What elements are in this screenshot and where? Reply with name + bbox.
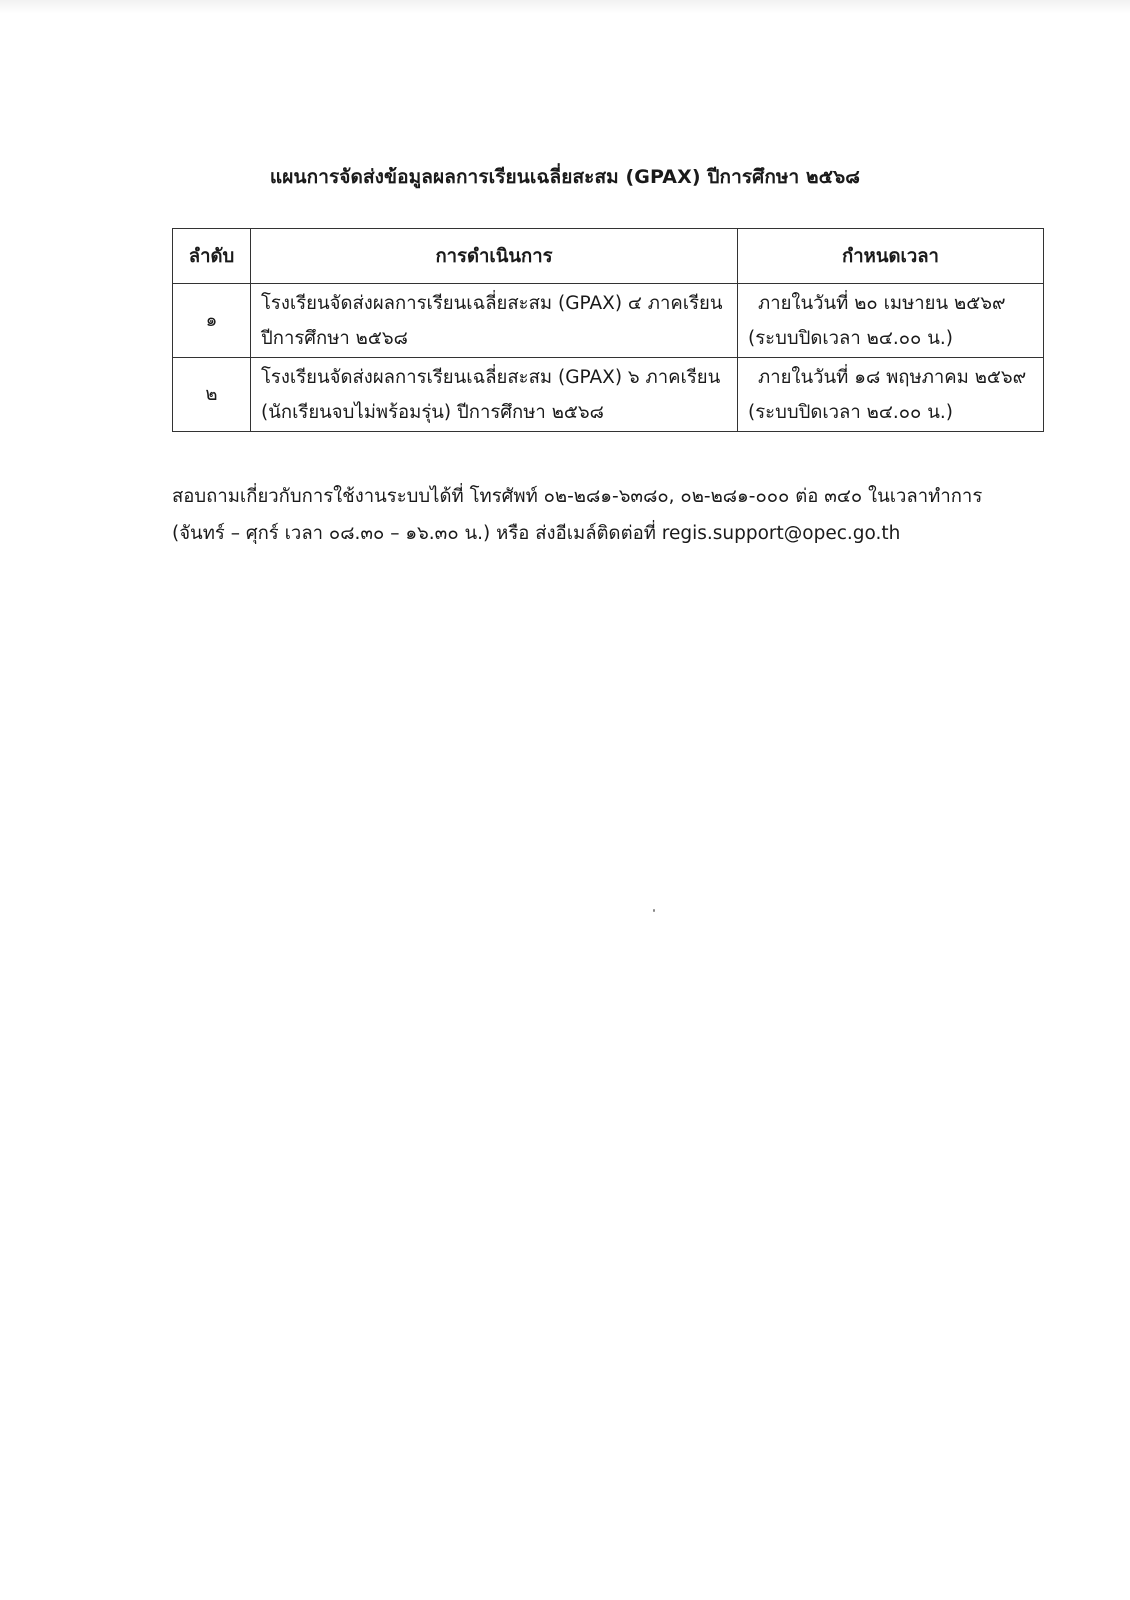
header-activity: การดำเนินการ (251, 229, 738, 284)
row-activity (251, 284, 738, 358)
scan-speck (653, 909, 655, 912)
row-seq: ๑ (173, 284, 251, 358)
table-header-row (173, 229, 1044, 284)
deadline-time: (ระบบปิดเวลา ๒๔.๐๐ น.) (748, 401, 953, 423)
deadline-time: (ระบบปิดเวลา ๒๔.๐๐ น.) (748, 327, 953, 349)
deadline-date: ภายในวันที่ ๑๘ พฤษภาคม ๒๕๖๙ (758, 366, 1027, 388)
deadline-date: ภายในวันที่ ๒๐ เมษายน ๒๕๖๙ (758, 292, 1006, 314)
activity-line: (นักเรียนจบไม่พร้อมรุ่น) ปีการศึกษา ๒๕๖๘ (261, 401, 604, 423)
row-activity (251, 358, 738, 432)
activity-line: โรงเรียนจัดส่งผลการเรียนเฉลี่ยสะสม (GPAX) ๔ ภาคเรียน (261, 292, 723, 314)
header-deadline: กำหนดเวลา (738, 229, 1044, 284)
row-deadline (738, 284, 1044, 358)
document-title: แผนการจัดส่งข้อมูลผลการเรียนเฉลี่ยสะสม (GPAX) ปีการศึกษา ๒๕๖๘ (269, 166, 861, 188)
row-deadline (738, 358, 1044, 432)
activity-line: โรงเรียนจัดส่งผลการเรียนเฉลี่ยสะสม (GPAX) ๖ ภาคเรียน (261, 366, 721, 388)
row-seq: ๒ (173, 358, 251, 432)
header-seq: ลำดับ (173, 229, 251, 284)
contact-info (172, 478, 1052, 552)
contact-phone-line: สอบถามเกี่ยวกับการใช้งานระบบได้ที่ โทรศัพท์ ๐๒-๒๘๑-๖๓๘๐, ๐๒-๒๘๑-๐๐๐ ต่อ ๓๔๐ ในเวลาทำการ (172, 486, 983, 507)
table-row (173, 284, 1044, 358)
table-row (173, 358, 1044, 432)
scan-edge (0, 0, 1130, 14)
contact-email-line: (จันทร์ – ศุกร์ เวลา ๐๘.๓๐ – ๑๖.๓๐ น.) หรือ ส่งอีเมล์ติดต่อที่ regis.support@opec.go.th (172, 523, 901, 544)
submission-plan-table (172, 228, 1044, 432)
activity-line: ปีการศึกษา ๒๕๖๘ (261, 327, 408, 349)
